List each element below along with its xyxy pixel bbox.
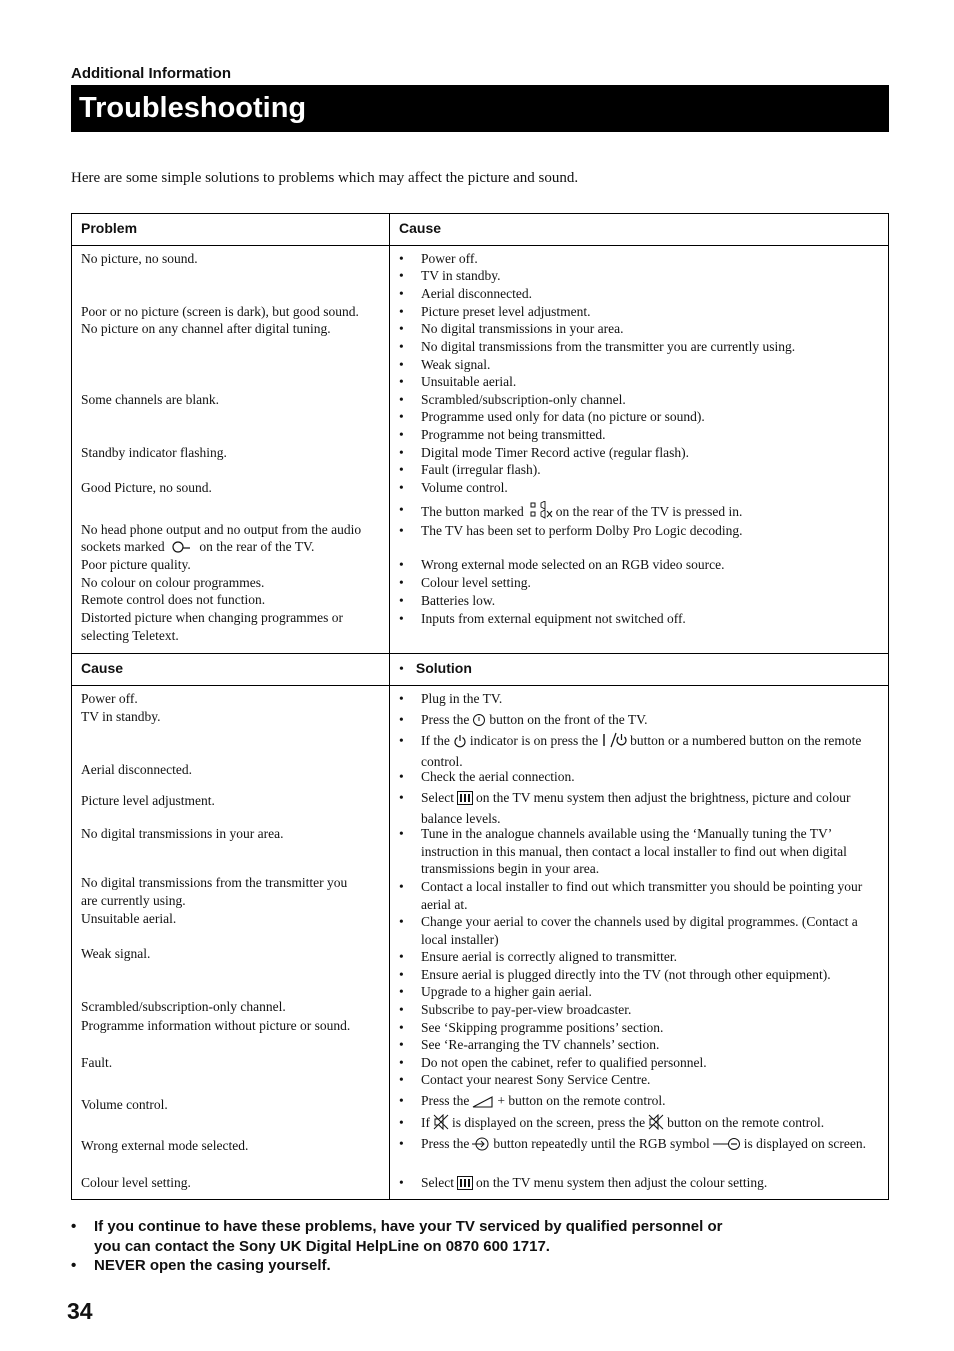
cause-item: Unsuitable aerial. — [81, 911, 177, 926]
problem-item: No picture on any channel after digital tuning. — [81, 321, 331, 336]
volume-icon — [472, 1095, 494, 1113]
problem-item: selecting Teletext. — [81, 628, 179, 643]
cause-item: Picture level adjustment. — [81, 793, 215, 808]
note-item: you can contact the Sony UK Digital HelpLine on 0870 600 1717. — [94, 1237, 550, 1255]
column-divider — [389, 214, 390, 653]
input-select-icon — [472, 1137, 490, 1156]
problem-item: No head phone output and no output from the audio — [81, 522, 362, 537]
header-cause: Cause — [399, 220, 442, 236]
power-toggle-icon — [601, 732, 627, 753]
picture-menu-icon — [457, 791, 473, 810]
note-item: • NEVER open the casing yourself. — [71, 1257, 331, 1274]
note-item: • If you continue to have these problems, have your TV serviced by qualified personnel or — [71, 1218, 723, 1235]
header-solution: • Solution — [399, 660, 472, 677]
cause-item: Colour level setting. — [81, 1175, 191, 1190]
service-notes — [71, 1217, 722, 1276]
cause-item: Fault. — [81, 1055, 113, 1070]
problem-item: Good Picture, no sound. — [81, 480, 212, 495]
cause-item: Volume control. — [81, 1097, 168, 1112]
header-divider — [72, 245, 888, 246]
problem-item: Poor picture quality. — [81, 557, 191, 572]
header-divider — [72, 685, 888, 686]
cause-item: Scrambled/subscription-only channel. — [81, 999, 286, 1014]
cause-item: Power off. — [81, 691, 138, 706]
cause-item: are currently using. — [81, 893, 186, 908]
cause-item: TV in standby. — [81, 709, 161, 724]
header-problem: Problem — [81, 220, 138, 236]
rgb-symbol-icon — [713, 1137, 741, 1156]
cause-item: Weak signal. — [81, 946, 151, 961]
standby-button-icon — [472, 713, 486, 732]
cause-item: Programme information without picture or sound. — [81, 1018, 351, 1033]
cause-item: No digital transmissions in your area. — [81, 826, 284, 841]
picture-menu-icon — [457, 1176, 473, 1195]
problem-item: Remote control does not function. — [81, 592, 266, 607]
problem-item: No picture, no sound. — [81, 251, 198, 266]
problem-item: Distorted picture when changing programmes or — [81, 610, 344, 625]
problem-text: sockets marked — [81, 539, 165, 554]
page-number: 34 — [67, 1298, 93, 1324]
speaker-switch-icon — [527, 501, 553, 524]
page-title: Troubleshooting — [71, 85, 889, 132]
cause-item: Wrong external mode selected. — [81, 1138, 249, 1153]
power-icon — [453, 734, 467, 753]
section-label: Additional Information — [71, 65, 231, 82]
intro-text: Here are some simple solutions to problems which may affect the picture and sound. — [71, 170, 579, 186]
cause-item: Aerial disconnected. — [81, 762, 192, 777]
cause-item: No digital transmissions from the transmitter you — [81, 875, 348, 890]
problem-cause-table: Problem Cause No picture, no sound. Poor or no picture (screen is dark), but good sound. No picture on any channel after digital tuning. Some channels are blank. Standby indicator flashing. Good Picture, no sound. No head phone output and no output from the audio sockets marked on the rear of the TV. Poor picture quality. No colour on colour programmes. Remote control does not function. Distorted picture when changing programmes or selecting Teletext. • Power off. • TV in standby. • Aerial disconnected. • Picture preset level adjustment. • No digital transmissions in your area. • No digital transmissions from the transmitter you are currently using. • Weak signal. • Unsuitable aerial. • Scrambled/subscription-only channel. • Programme used only for data (no picture or sound). • Programme not being transmitted. • Digital mode Timer Record active (regular flash). • Fault (irregular flash). • Volume control. • The button marked on the rear of the TV is pressed in. • The TV has been set to perform Dolby Pro Logic decoding. • Wrong external mode selected on an RGB video source. • Colour level setting. • Batteries low. • Inputs from external equipment not switched off. — [71, 213, 889, 654]
cause-solution-table: Cause • Solution Power off. TV in standby. Aerial disconnected. Picture level adjustment. No digital transmissions in your area. No digital transmissions from the transmitter you are currently using. Unsuitable aerial. Weak signal. Scrambled/subscription-only channel. Programme information without picture or sound. Fault. Volume control. Wrong external mode selected. Colour level setting. • Plug in the TV. • Press the button on the front of the TV. • If the indicator is on press the button or a numbered button on the remote control. • Check the aerial connection. • Select on the TV menu system then adjust the brightness, picture and colour balance levels. • Tune in the analogue channels available using the ‘Manually tuning the TV’ instruction in this manual, then contact a local installer to find out when digital transmissions begin in your area. • Contact a local installer to find out which transmitter you should be pointing your aerial at. • Change your aerial to cover the channels used by digital programmes. (Contact a local installer) • Ensure aerial is correctly aligned to transmitter. • Ensure aerial is plugged directly into the TV (not through other equipment). • Upgrade to a higher gain aerial. • Subscribe to pay-per-view broadcaster. • See ‘Skipping programme positions’ section. • See ‘Re-arranging the TV channels’ section. • Do not open the cabinet, refer to qualified personnel. • Contact your nearest Sony Service Centre. • Press the + button on the remote control. • If is displayed on the screen, press the button on the remote control. • Press the button repeatedly until the RGB symbol is displayed on screen. • Select on the TV menu system then adjust the colour setting. — [71, 653, 889, 1200]
problem-item: No colour on colour programmes. — [81, 575, 265, 590]
mute-icon — [433, 1114, 449, 1135]
header-cause: Cause — [81, 660, 124, 676]
problem-item: Some channels are blank. — [81, 392, 219, 407]
problem-text: on the rear of the TV. — [199, 539, 315, 554]
problem-item: Standby indicator flashing. — [81, 445, 227, 460]
mute-button-icon — [648, 1114, 664, 1135]
problem-item: Poor or no picture (screen is dark), but good sound. — [81, 304, 359, 319]
column-divider — [389, 654, 390, 1199]
